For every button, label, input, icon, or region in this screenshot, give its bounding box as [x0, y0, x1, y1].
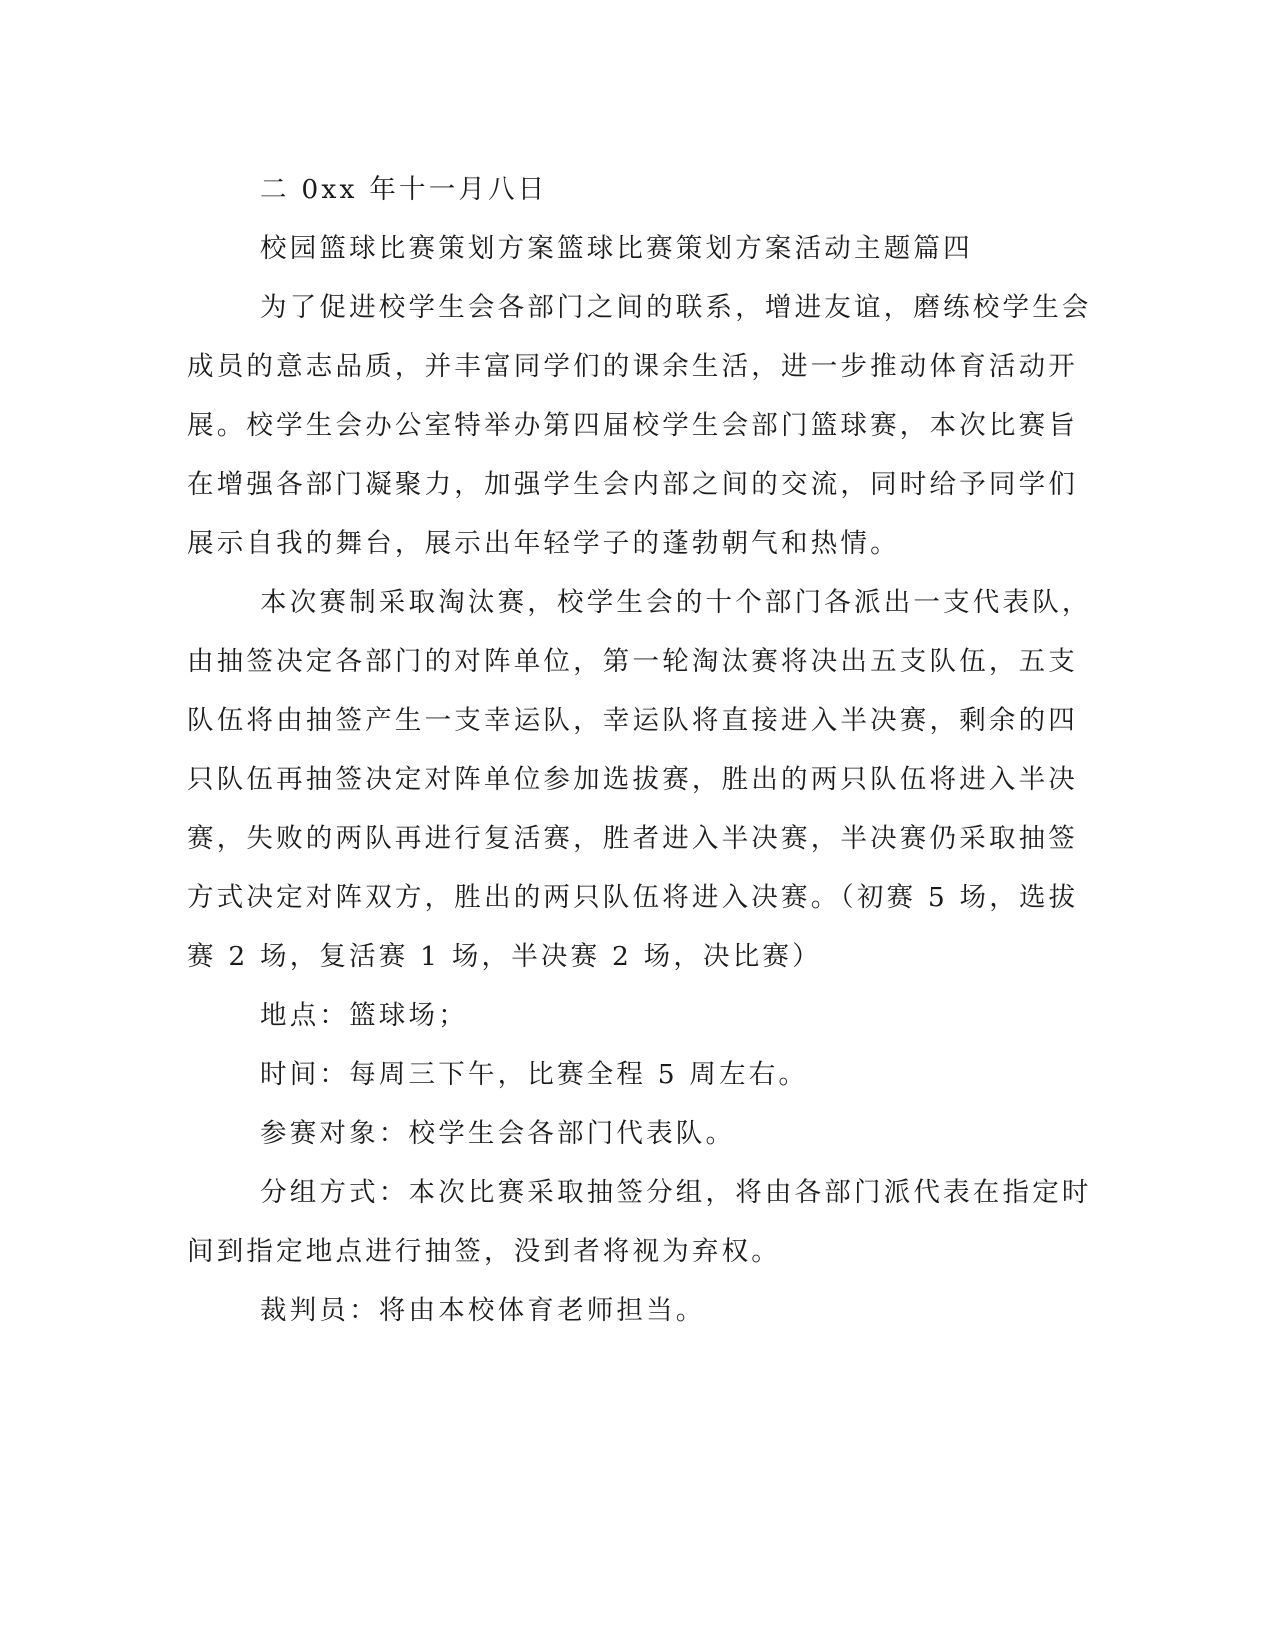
paragraph-line: 只队伍再抽签决定对阵单位参加选拔赛，胜出的两只队伍将进入半决 — [187, 764, 1078, 795]
paragraph-line: 赛，失败的两队再进行复活赛，胜者进入半决赛，半决赛仍采取抽签 — [187, 823, 1078, 854]
paragraph-purpose — [187, 278, 1092, 573]
document-body — [187, 160, 1092, 1340]
paragraph-line: 为了促进校学生会各部门之间的联系，增进友谊，磨练校学生会 — [260, 292, 1092, 323]
paragraph-line: 展示自我的舞台，展示出年轻学子的蓬勃朝气和热情。 — [187, 528, 900, 559]
paragraph-line: 本次赛制采取淘汰赛，校学生会的十个部门各派出一支代表队， — [260, 587, 1092, 618]
participants-line: 参赛对象：校学生会各部门代表队。 — [260, 1118, 736, 1149]
referee-line: 裁判员：将由本校体育老师担当。 — [260, 1295, 706, 1326]
paragraph-line: 队伍将由抽签产生一支幸运队，幸运队将直接进入半决赛，剩余的四 — [187, 705, 1078, 736]
section-heading: 校园篮球比赛策划方案篮球比赛策划方案活动主题篇四 — [260, 233, 973, 264]
date-line: 二 0xx 年十一月八日 — [260, 174, 548, 205]
paragraph-line: 赛 2 场，复活赛 1 场，半决赛 2 场，决比赛） — [187, 941, 822, 972]
paragraph-line: 成员的意志品质，并丰富同学们的课余生活，进一步推动体育活动开 — [187, 351, 1078, 382]
location-line: 地点：篮球场； — [260, 1000, 468, 1031]
paragraph-line: 在增强各部门凝聚力，加强学生会内部之间的交流，同时给予同学们 — [187, 469, 1078, 500]
paragraph-line: 间到指定地点进行抽签，没到者将视为弃权。 — [187, 1236, 781, 1267]
time-line: 时间：每周三下午，比赛全程 5 周左右。 — [260, 1059, 809, 1090]
paragraph-grouping — [187, 1163, 1092, 1281]
paragraph-line: 方式决定对阵双方，胜出的两只队伍将进入决赛。（初赛 5 场，选拔 — [187, 882, 1079, 913]
paragraph-line: 分组方式：本次比赛采取抽签分组，将由各部门派代表在指定时 — [260, 1177, 1092, 1208]
paragraph-format — [187, 573, 1092, 986]
paragraph-line: 展。校学生会办公室特举办第四届校学生会部门篮球赛，本次比赛旨 — [187, 410, 1078, 441]
paragraph-line: 由抽签决定各部门的对阵单位，第一轮淘汰赛将决出五支队伍，五支 — [187, 646, 1078, 677]
